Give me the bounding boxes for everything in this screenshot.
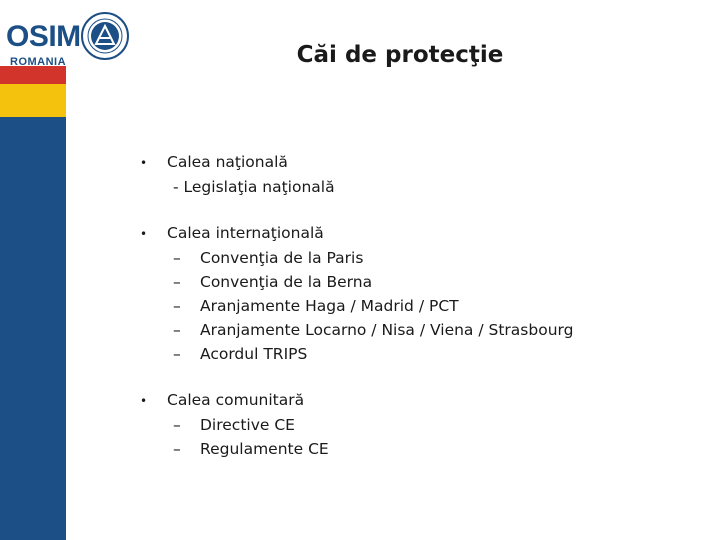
side-flag-band [0, 0, 66, 540]
list-item: Regulamente CE [200, 440, 329, 458]
dash-icon: – [173, 273, 181, 291]
section-national [140, 150, 573, 199]
slide-content [140, 150, 573, 483]
bullet-icon: • [140, 227, 148, 241]
flag-blue-stripe [0, 117, 66, 540]
dash-icon: – [173, 345, 181, 363]
list-item: Directive CE [200, 416, 295, 434]
list-item: Acordul TRIPS [200, 345, 308, 363]
list-item: Convenţia de la Paris [200, 249, 364, 267]
list-item: Aranjamente Locarno / Nisa / Viena / Strasbourg [200, 321, 574, 339]
list-item: Aranjamente Haga / Madrid / PCT [200, 297, 459, 315]
bullet-icon: • [140, 394, 148, 408]
dash-icon: – [173, 416, 181, 434]
section-heading: Calea internaţională [167, 224, 324, 242]
bullet-icon: • [140, 156, 148, 170]
section-heading: Calea comunitară [167, 391, 305, 409]
logo-wordmark: OSIM [6, 20, 81, 53]
list-item: Convenţia de la Berna [200, 273, 373, 291]
section-community [140, 388, 573, 461]
osim-logo [4, 6, 132, 70]
emblem-icon [80, 6, 130, 66]
logo-subtitle: ROMANIA [10, 56, 67, 68]
flag-yellow-stripe [0, 84, 66, 117]
dash-icon: – [173, 249, 181, 267]
section-heading: Calea naţională [167, 153, 288, 171]
dash-icon: – [173, 440, 181, 458]
section-international [140, 221, 573, 366]
dash-icon: – [173, 297, 181, 315]
list-item: - Legislaţia naţională [173, 178, 335, 196]
dash-icon: – [173, 321, 181, 339]
slide-title: Căi de protecţie [296, 42, 504, 68]
